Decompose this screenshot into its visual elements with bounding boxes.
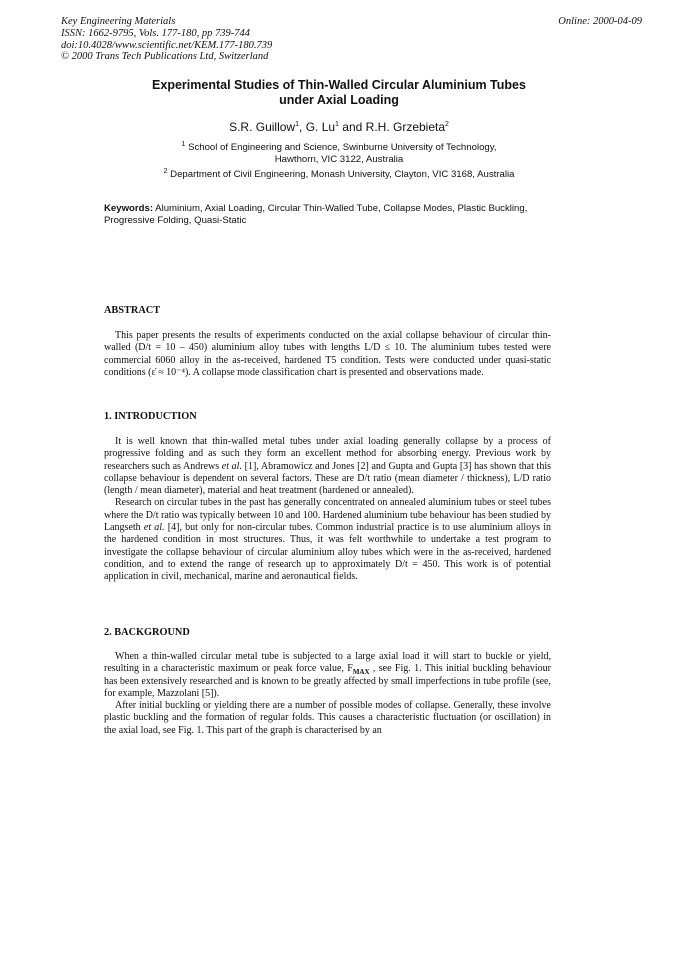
journal-name: Key Engineering Materials [61, 16, 176, 27]
doi-link[interactable]: doi:10.4028/www.scientific.net/KEM.177-180.739 [61, 39, 273, 51]
journal-header [61, 16, 642, 63]
introduction-paragraph-2 [104, 497, 551, 583]
online-date: Online: 2000-04-09 [558, 16, 642, 27]
text-run: , see Fig. 1. This initial buckling behaviour has been extensively researched and is known to be greatly affected by small imperfections in tube profile (see, for example, Mazzolani [5]). [104, 663, 551, 699]
paper-title [0, 78, 678, 108]
title-line-1: Experimental Studies of Thin-Walled Circular Aluminium Tubes [152, 78, 526, 92]
affiliation-marker: 1 [295, 121, 300, 128]
keywords-block [104, 203, 564, 226]
abstract-heading: ABSTRACT [104, 305, 161, 316]
text-run-italic: et al. [221, 460, 242, 472]
author-name: S.R. Guillow [229, 120, 296, 134]
title-line-2: under Axial Loading [279, 93, 399, 107]
text-run: [4], but only for non-circular tubes. Common industrial practice is to use aluminium alloys in the hardened condition in most structures. Thus, it was felt worthwhile to undertake a test program to investigate the collapse behaviour of circular aluminium alloy tubes which were in the as-received, hardened condition, and to extend the range of research up to approximately D/t = 450. This work is of potential application in civil, mechanical, marine and aeronautical fields. [104, 522, 552, 583]
background-heading: 2. BACKGROUND [104, 627, 190, 638]
affiliation-2 [0, 169, 678, 181]
author-list [0, 120, 678, 134]
text-run: It is well known that thin-walled metal tubes under axial loading generally collapse by a process of progressive folding and as such they form an excellent method for absorbing energy. Previous work by researchers such as Andrews [104, 436, 551, 472]
abstract-body [104, 330, 551, 379]
introduction-body [104, 436, 551, 584]
text-run-italic: et al. [143, 522, 165, 534]
affiliation-marker: 2 [445, 121, 449, 128]
issn-line: ISSN: 1662-9795, Vols. 177-180, pp 739-744 [61, 27, 250, 39]
affiliation-marker: 2 [163, 167, 168, 175]
affiliation-line: School of Engineering and Science, Swinburne University of Technology, [188, 142, 497, 153]
affiliation-line: Hawthorn, VIC 3122, Australia [274, 153, 404, 165]
author-separator: and [338, 120, 366, 134]
keywords-text: Aluminium, Axial Loading, Circular Thin-Walled Tube, Collapse Modes, Plastic Buckling, Progressive Folding, Quasi-Static [104, 203, 528, 226]
author-name: R.H. Grzebieta [365, 120, 446, 134]
affiliation-line: Department of Civil Engineering, Monash University, Clayton, VIC 3168, Australia [170, 169, 515, 180]
affiliation-marker: 1 [335, 121, 339, 128]
text-run: When a thin-walled circular metal tube is subjected to a large axial load it will start to buckle or yield, resulting in a characteristic maximum or peak force value, F [104, 651, 551, 675]
keywords-label: Keywords: [104, 203, 154, 214]
author-name: G. Lu [305, 120, 336, 134]
text-run: Research on circular tubes in the past has generally concentrated on annealed aluminium tubes or steel tubes where the D/t ratio was typically between 10 and 100. Hardened aluminium tube behaviour has been studied by Langseth [104, 497, 551, 534]
affiliation-1 [0, 142, 678, 165]
copyright-line: © 2000 Trans Tech Publications Ltd, Switzerland [61, 51, 269, 63]
introduction-paragraph-1 [104, 436, 551, 497]
abstract-paragraph: This paper presents the results of experiments conducted on the axial collapse behaviour of circular thin-walled (D/t = 10 – 450) aluminium alloy tubes with lengths L/D ≤ 10. The aluminium tubes tested were commercial 6060 alloy in the as-received, hardened T5 condition. Tests were conducted under quasi-static conditions (ε̇ ≈ 10⁻⁴). A collapse mode classification chart is presented and observations made. [104, 330, 551, 378]
background-paragraph-2: After initial buckling or yielding there are a number of possible modes of collapse. Generally, these involve plastic buckling and the formation of regular folds. This causes a characteristic fluctuation (or oscillation) in the axial load, see Fig. 1. This part of the graph is characterised by an [104, 700, 551, 736]
subscript: MAX [352, 668, 370, 677]
author-separator: , [299, 120, 306, 134]
text-run: [1], Abramowicz and Jones [2] and Gupta and Gupta [3] has shown that this collapse behaviour is dependent on several factors. These are D/t ratio (mean diameter / thickness), L/D ratio (length / mean diameter), material and heat treatment (hardened or annealed). [104, 460, 551, 497]
affiliation-marker: 1 [181, 140, 186, 148]
background-body [104, 651, 551, 737]
background-paragraph-1 [104, 651, 551, 700]
introduction-heading: 1. INTRODUCTION [104, 411, 197, 422]
